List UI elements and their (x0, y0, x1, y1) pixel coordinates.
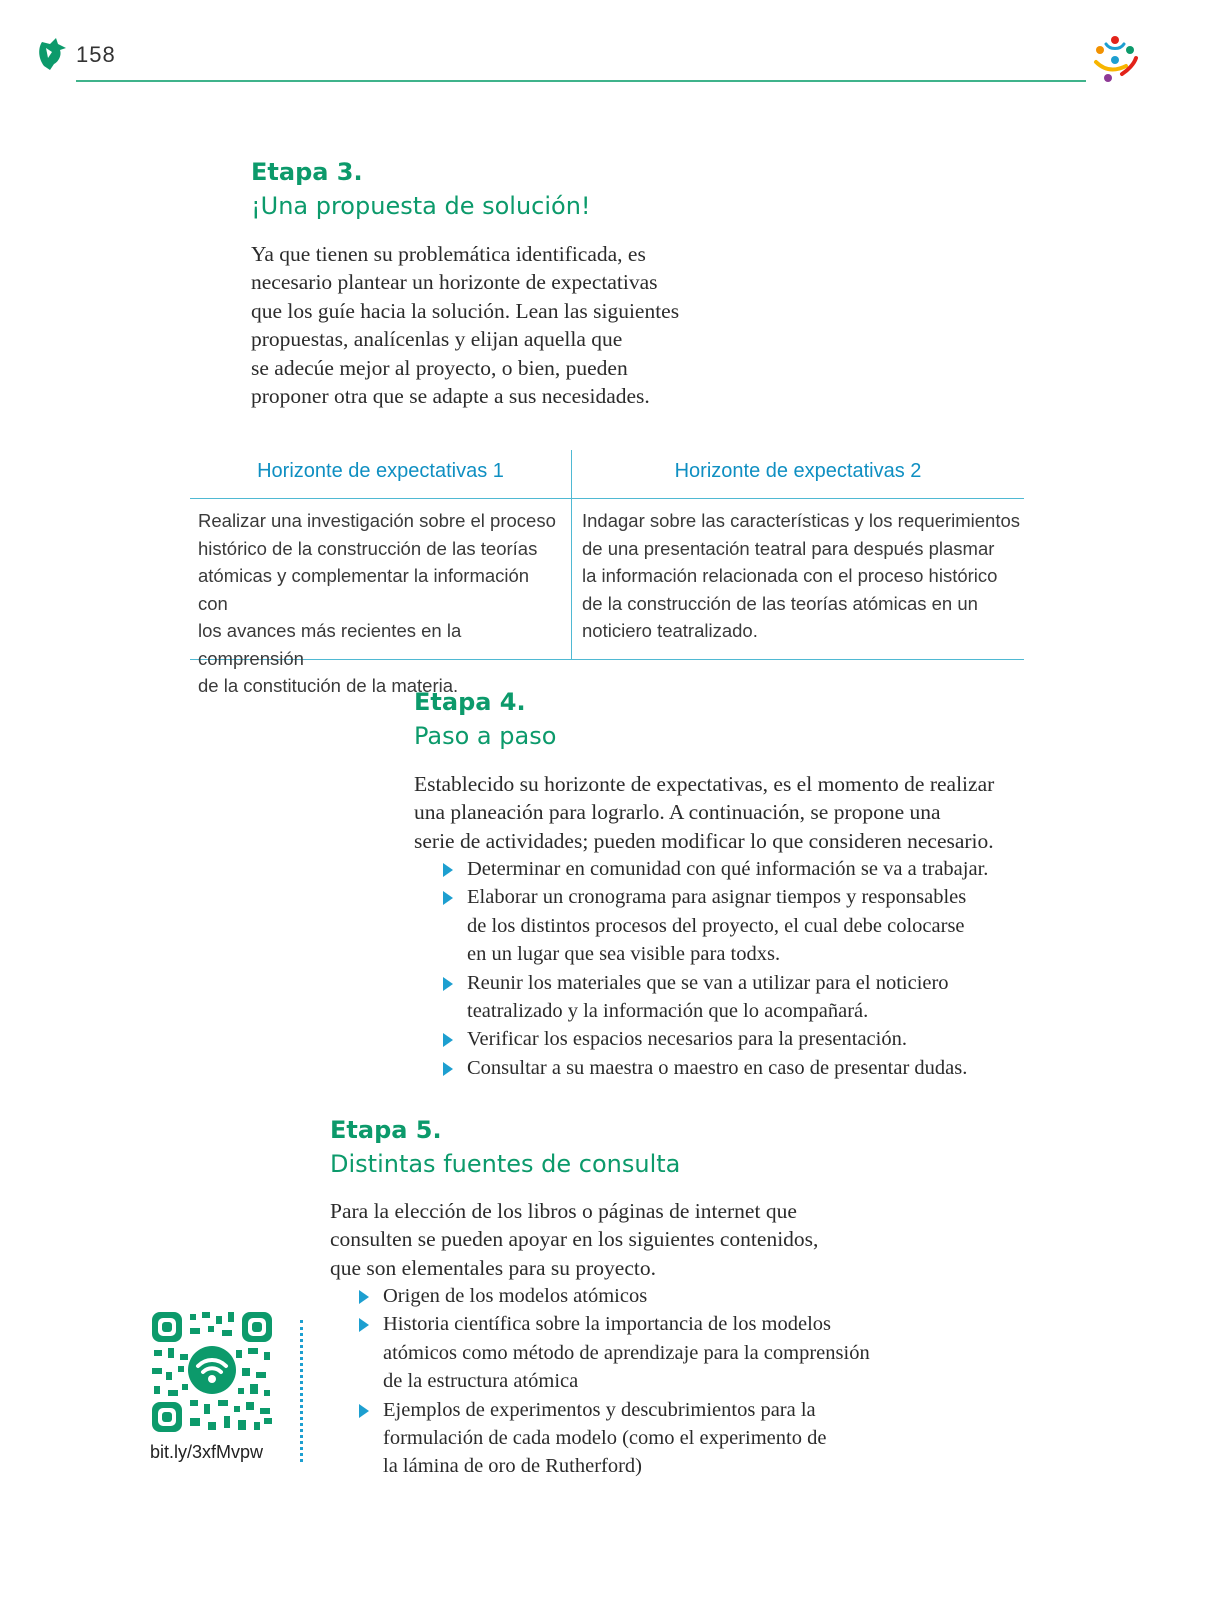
stage3-paragraph (251, 240, 679, 410)
cell-line: los avances más recientes en la comprensión (198, 620, 462, 669)
bullet-arrow-icon (359, 1290, 369, 1304)
list-item (356, 1282, 870, 1310)
community-emblem-icon (1086, 30, 1144, 88)
stage5-number: Etapa 5. (330, 1116, 442, 1144)
stage4-line: serie de actividades; pueden modificar lo que consideren necesario. (414, 828, 994, 853)
list-item (440, 855, 988, 883)
bullet-arrow-icon (443, 863, 453, 877)
cell-line: la información relacionada con el proceso histórico (582, 565, 998, 586)
list-item (440, 883, 988, 968)
cell-line: histórico de la construcción de las teorías (198, 537, 538, 559)
stage5-title: Distintas fuentes de consulta (330, 1150, 681, 1178)
stage4-line: Establecido su horizonte de expectativas, es el momento de realizar (414, 772, 995, 796)
stage3-line: necesario plantear un horizonte de expectativas (251, 270, 658, 295)
stage3-line: se adecúe mejor al proyecto, o bien, pueden (251, 355, 628, 380)
header-rule (76, 80, 1086, 82)
cell-line: de la construcción de las teorías atómicas en un (582, 592, 978, 614)
stage5-paragraph (330, 1197, 818, 1282)
item-line: Reunir los materiales que se van a utilizar para el noticiero (467, 971, 949, 994)
item-line: Verificar los espacios necesarios para la presentación. (467, 1028, 907, 1051)
cell-line: atómicas y complementar la información con (198, 565, 530, 614)
stage5-content-list (356, 1282, 870, 1481)
item-line: Consultar a su maestra o maestro en caso de presentar dudas. (467, 1056, 968, 1079)
cell-line: de una presentación teatral para después plasmar (582, 537, 995, 559)
item-line: Determinar en comunidad con qué información se va a trabajar. (467, 858, 989, 880)
stage5-line: que son elementales para su proyecto. (330, 1255, 656, 1280)
table-header-rule (190, 498, 1024, 499)
bullet-arrow-icon (443, 1062, 453, 1076)
stage3-title: ¡Una propuesta de solución! (251, 192, 591, 220)
item-line: la lámina de oro de Rutherford) (383, 1455, 643, 1478)
item-line: Elaborar un cronograma para asignar tiempos y responsables (467, 886, 967, 909)
cell-line: Realizar una investigación sobre el proceso (198, 510, 556, 531)
cell-line: noticiero teatralizado. (582, 620, 758, 641)
stage3-heading (251, 155, 591, 223)
expectations-table (190, 450, 1024, 696)
list-item (356, 1396, 870, 1481)
item-line: en un lugar que sea visible para todxs. (467, 943, 781, 966)
stage4-line: una planeación para lograrlo. A continuación, se propone una (414, 800, 941, 825)
item-line: de los distintos procesos del proyecto, el cual debe colocarse (467, 914, 965, 937)
list-item (440, 1054, 988, 1082)
stage3-line: Ya que tienen su problemática identificada, es (251, 242, 646, 266)
expectations-header-1: Horizonte de expectativas 1 (257, 460, 504, 482)
item-line: teatralizado y la información que lo acompañará. (467, 1000, 869, 1023)
stage4-paragraph (414, 770, 994, 855)
stage3-line: propuestas, analícenlas y elijan aquella que (251, 327, 623, 352)
item-line: Ejemplos de experimentos y descubrimientos para la (383, 1398, 816, 1421)
stage5-line: Para la elección de los libros o páginas de internet que (330, 1199, 797, 1223)
item-line: formulación de cada modelo (como el experimento de (383, 1427, 827, 1450)
stage4-title: Paso a paso (414, 722, 557, 750)
expectations-cell-1 (198, 507, 564, 700)
qr-code-icon[interactable] (150, 1310, 274, 1434)
stage3-number: Etapa 3. (251, 158, 363, 186)
item-line: Historia científica sobre la importancia de los modelos (383, 1313, 832, 1336)
list-item (356, 1310, 870, 1395)
stage4-activity-list (440, 855, 988, 1082)
item-line: de la estructura atómica (383, 1370, 579, 1393)
expectations-header-2: Horizonte de expectativas 2 (674, 460, 922, 482)
maguey-head-icon (36, 38, 68, 72)
list-item (440, 1025, 988, 1053)
cell-line: Indagar sobre las características y los requerimientos (582, 510, 1021, 531)
cell-line: de la constitución de la materia. (198, 675, 459, 696)
bullet-arrow-icon (443, 891, 453, 905)
stage5-line: consulten se pueden apoyar en los siguientes contenidos, (330, 1227, 819, 1252)
expectations-cell-2 (582, 507, 1022, 645)
stage4-number: Etapa 4. (414, 688, 526, 716)
qr-link[interactable]: bit.ly/3xfMvpw (150, 1442, 264, 1462)
stage4-heading (414, 685, 556, 753)
page-number: 158 (76, 42, 116, 67)
bullet-arrow-icon (443, 1033, 453, 1047)
stage3-line: que los guíe hacia la solución. Lean las siguientes (251, 298, 680, 323)
bullet-arrow-icon (359, 1318, 369, 1332)
list-item (440, 969, 988, 1026)
qr-divider (300, 1320, 303, 1462)
bullet-arrow-icon (443, 977, 453, 991)
stage3-line: proponer otra que se adapte a sus necesidades. (251, 384, 650, 409)
bullet-arrow-icon (359, 1404, 369, 1418)
stage5-heading (330, 1113, 680, 1181)
item-line: Origen de los modelos atómicos (383, 1285, 648, 1307)
item-line: atómicos como método de aprendizaje para la comprensión (383, 1341, 870, 1364)
